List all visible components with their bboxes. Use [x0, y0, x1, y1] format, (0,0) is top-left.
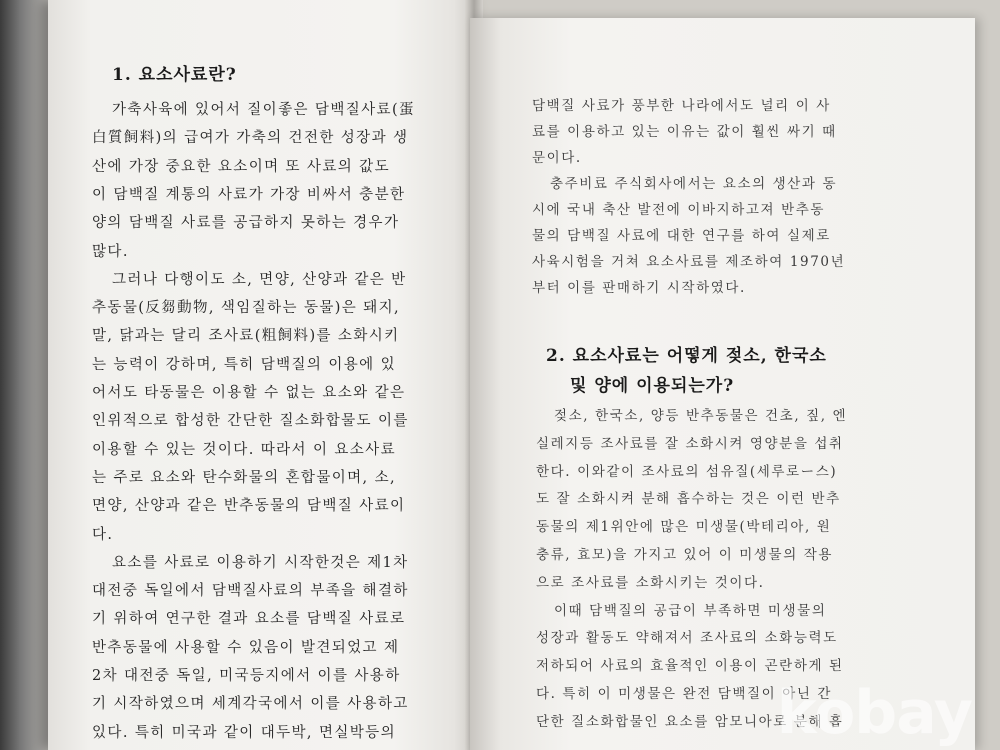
section-2-heading-line-2: 및 양에 이용되는가?: [570, 376, 735, 396]
text-line: 는 능력이 강하며, 특히 담백질의 이용에 있: [92, 356, 396, 373]
text-line: 산에 가장 중요한 요소이며 또 사료의 값도: [92, 158, 390, 175]
text-line: 가축사육에 있어서 질이좋은 담백질사료(蛋: [112, 102, 415, 118]
text-line: 담백질 사료가 풍부한 나라에서도 널리 이 사: [532, 98, 831, 114]
text-line: 대전중 독일에서 담백질사료의 부족을 해결하: [92, 583, 409, 600]
text-line: 물의 담백질 사료에 대한 연구를 하여 실제로: [532, 228, 831, 244]
section-1-heading: 1. 요소사료란?: [112, 65, 237, 85]
section-2-heading-line-1: 2. 요소사료는 어떻게 젖소, 한국소: [546, 346, 827, 366]
text-line: 동물의 제1위안에 많은 미생물(박테리아, 원: [536, 519, 832, 536]
text-line: 이용할 수 있는 것이다. 따라서 이 요소사료: [92, 441, 396, 458]
right-page: [470, 18, 975, 750]
text-line: 반추동물에 사용할 수 있음이 발견되었고 제: [92, 639, 400, 656]
text-line: 2차 대전중 독일, 미국등지에서 이를 사용하: [92, 668, 401, 684]
text-line: 한다. 이와같이 조사료의 섬유질(세루로ー스): [536, 463, 838, 480]
text-line: 문이다.: [532, 150, 582, 166]
text-line: 말, 닭과는 달리 조사료(粗飼料)를 소화시키: [92, 328, 400, 345]
text-line: 이 담백질 계통의 사료가 가장 비싸서 충분한: [92, 186, 406, 203]
text-line: 면양, 산양과 같은 반추동물의 담백질 사료이: [92, 498, 406, 515]
left-page: [48, 0, 480, 750]
kobay-watermark: kobay: [776, 678, 972, 748]
text-line: 있다. 특히 미국과 같이 대두박, 면실박등의: [92, 724, 396, 741]
text-line: 충주비료 주식회사에서는 요소의 생산과 동: [550, 176, 838, 192]
text-line: 白質飼料)의 급여가 가축의 건전한 성장과 생: [92, 130, 409, 147]
text-line: 료를 이용하고 있는 이유는 값이 훨씬 싸기 때: [532, 124, 837, 140]
text-line: 저하되어 사료의 효율적인 이용이 곤란하게 된: [536, 658, 844, 675]
text-line: 양의 담백질 사료를 공급하지 못하는 경우가: [92, 215, 400, 232]
text-line: 요소를 사료로 이용하기 시작한것은 제1차: [112, 554, 409, 571]
text-line: 다. 특히 이 미생물은 완전 담백질이 아닌 간: [536, 686, 833, 702]
text-line: 도 잘 소화시켜 분해 흡수하는 것은 이런 반추: [536, 491, 841, 508]
text-line: 어서도 타동물은 이용할 수 없는 요소와 같은: [92, 385, 406, 401]
text-line: 추동물(反芻動物, 색임질하는 동물)은 돼지,: [92, 300, 401, 317]
text-line: 사육시험을 거쳐 요소사료를 제조하여 1970년: [532, 254, 846, 270]
text-line: 충류, 효모)을 가지고 있어 이 미생물의 작용: [536, 547, 834, 563]
text-line: 기 위하여 연구한 결과 요소를 담백질 사료로: [92, 611, 406, 628]
text-line: 많다.: [92, 243, 129, 260]
text-line: 이때 담백질의 공급이 부족하면 미생물의: [554, 602, 827, 619]
text-line: 단한 질소화합물인 요소를 암모니아로 분해 흡: [536, 713, 844, 730]
text-line: 그러나 다행이도 소, 면양, 산양과 같은 반: [112, 271, 407, 288]
text-line: 인위적으로 합성한 간단한 질소화합물도 이를: [92, 413, 409, 430]
text-line: 시에 국내 축산 발전에 이바지하고져 반추동: [532, 202, 825, 218]
text-line: 으로 조사료를 소화시키는 것이다.: [536, 574, 765, 591]
text-line: 성장과 활동도 약해져서 조사료의 소화능력도: [536, 630, 838, 647]
text-line: 기 시작하였으며 세계각국에서 이를 사용하고: [92, 696, 409, 713]
text-line: 실레지등 조사료를 잘 소화시켜 영양분을 섭취: [536, 435, 844, 452]
text-line: 다.: [92, 526, 114, 543]
text-line: 는 주로 요소와 탄수화물의 혼합물이며, 소,: [92, 469, 396, 486]
text-line: 젖소, 한국소, 양등 반추동물은 건초, 짚, 엔: [554, 408, 848, 424]
text-line: 부터 이를 판매하기 시작하였다.: [532, 280, 746, 296]
